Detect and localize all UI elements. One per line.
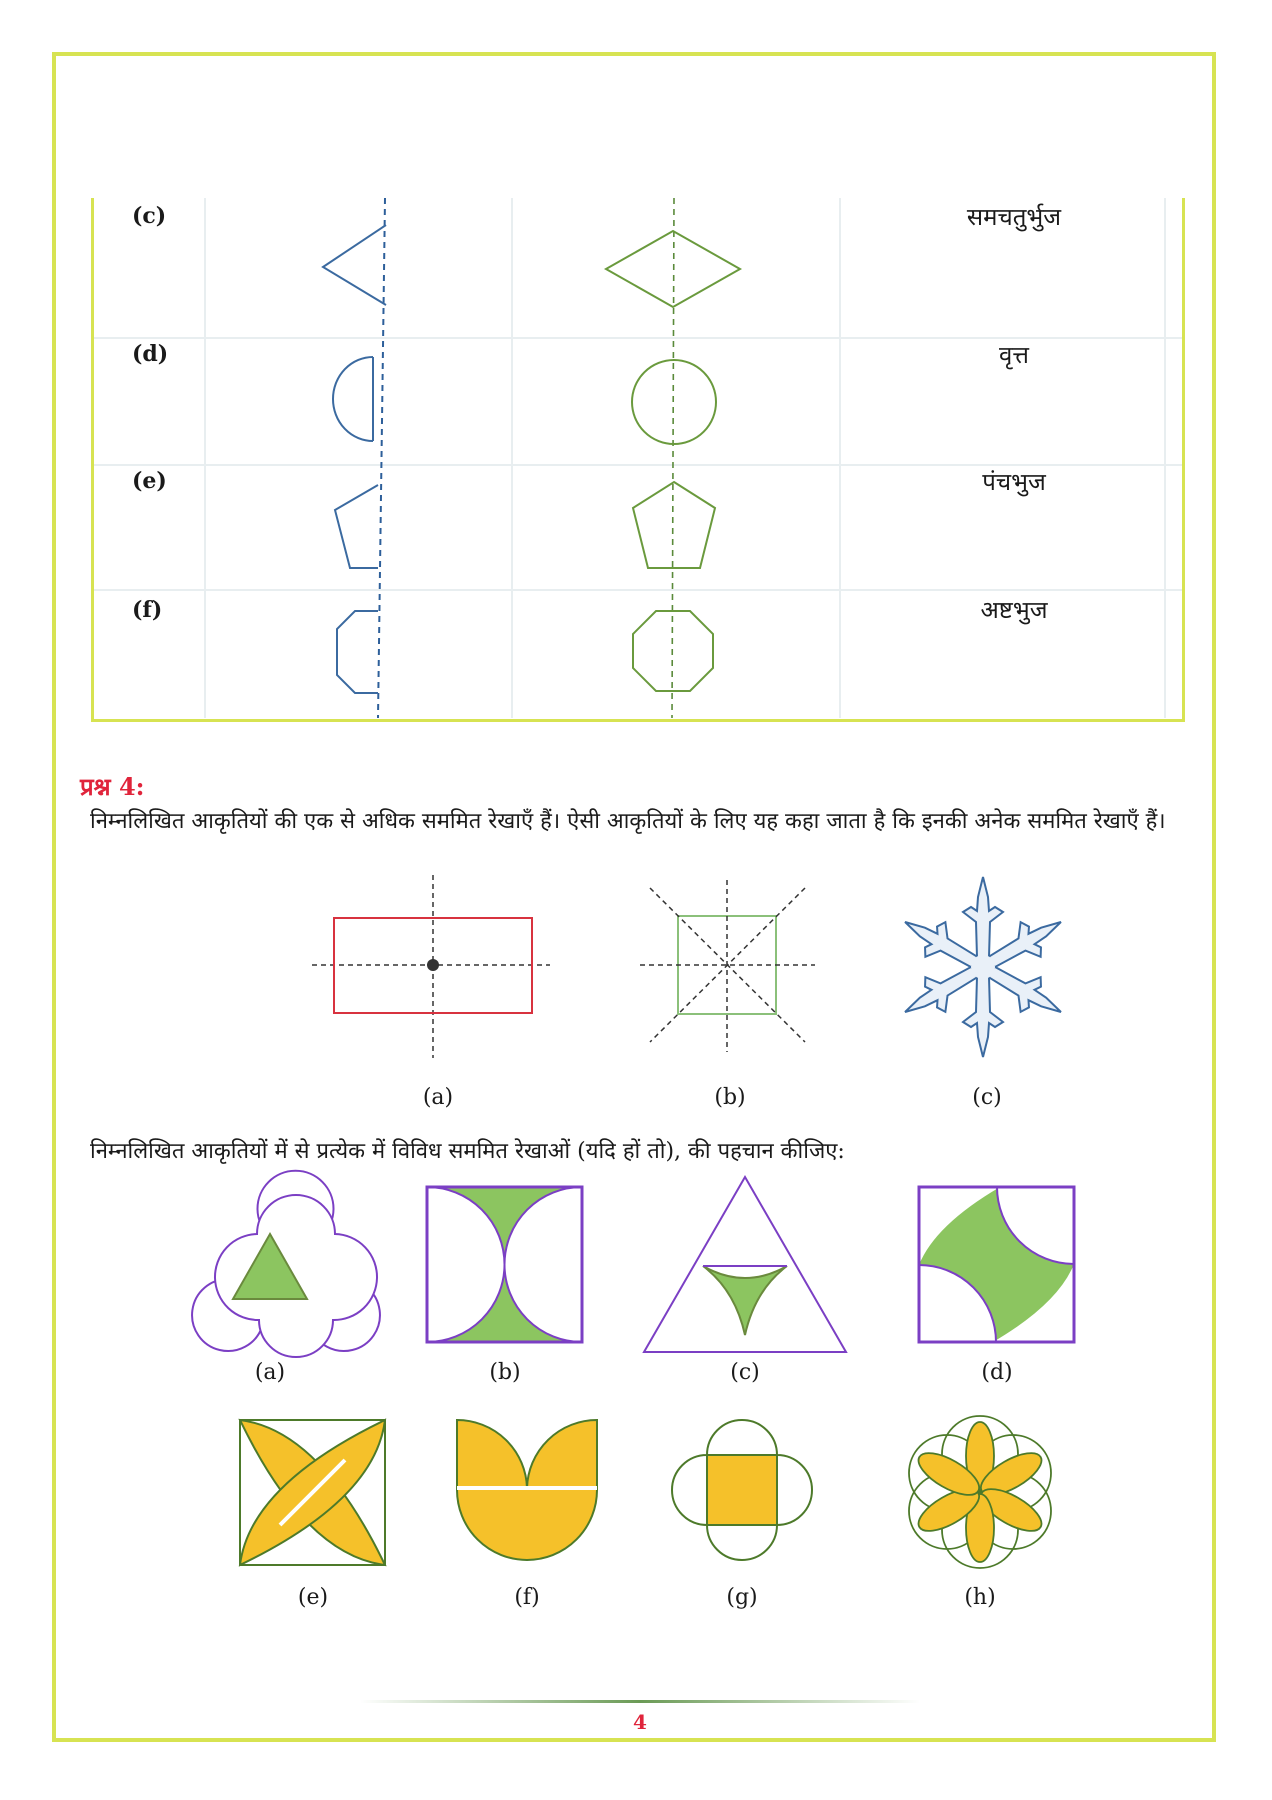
figure-caption: (a) — [254, 1360, 286, 1385]
footer-divider — [360, 1700, 920, 1703]
shape-name: अष्टभुज — [980, 596, 1048, 624]
question-intro: निम्नलिखित आकृतियों की एक से अधिक सममित रेखाएँ हैं। ऐसी आकृतियों के लिए यह कहा जाता है कि इनकी अनेक सममित रेखाएँ हैं। — [90, 809, 1166, 834]
example-caption: (b) — [714, 1085, 746, 1110]
page-number: 4 — [633, 1710, 647, 1734]
row-label: (c) — [132, 203, 167, 229]
figure-caption: (d) — [981, 1360, 1013, 1385]
figure-e — [240, 1420, 385, 1565]
figure-caption: (b) — [489, 1360, 521, 1385]
shape-name: पंचभुज — [982, 468, 1046, 496]
example-caption: (a) — [422, 1085, 454, 1110]
shape-name: वृत्त — [999, 341, 1029, 369]
figure-caption: (c) — [730, 1360, 760, 1385]
shape-name: समचतुर्भुज — [966, 203, 1062, 231]
row-label: (f) — [132, 597, 163, 623]
figure-h — [904, 1416, 1056, 1568]
row-label: (e) — [132, 468, 167, 494]
figure-f — [457, 1420, 597, 1560]
question-instruction: निम्नलिखित आकृतियों में से प्रत्येक में विविध सममित रेखाओं (यदि हों तो), की पहचान कीजिए: — [90, 1139, 845, 1164]
question-title: प्रश्न 4: — [80, 772, 145, 801]
figure-caption: (h) — [964, 1585, 996, 1610]
figure-caption: (g) — [726, 1585, 758, 1610]
row-label: (d) — [132, 341, 169, 367]
figure-g — [672, 1420, 812, 1560]
figure-caption: (e) — [297, 1585, 329, 1610]
figure-caption: (f) — [514, 1585, 540, 1610]
example-caption: (c) — [972, 1085, 1002, 1110]
